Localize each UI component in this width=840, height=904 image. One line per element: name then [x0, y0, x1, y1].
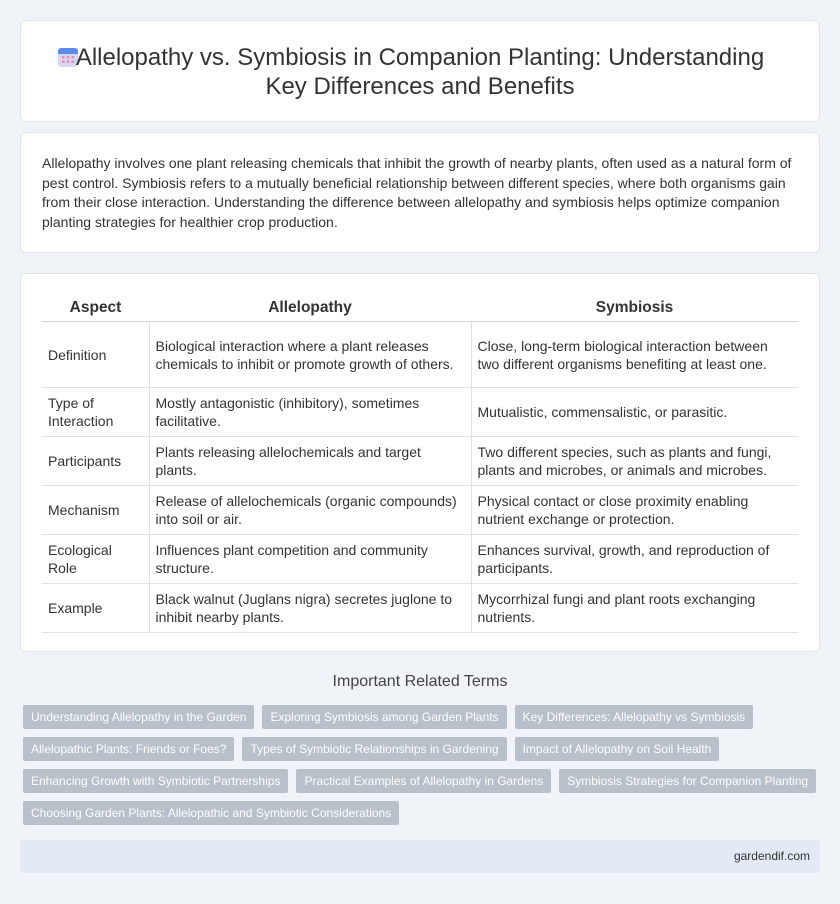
header-allelopathy: Allelopathy [149, 293, 471, 322]
intro-paragraph: Allelopathy involves one plant releasing chemicals that inhibit the growth of nearby plants, often used as a natural form of pest control. Symbiosis refers to a mutually beneficial relationship between different species, where both organisms gain from their close interaction. Understanding the difference between allelopathy and symbiosis helps optimize companion planting strategies for healthier crop production. [42, 155, 792, 230]
related-term-tag[interactable]: Exploring Symbiosis among Garden Plants [262, 705, 506, 729]
aspect-cell: Example [42, 584, 149, 633]
intro-card [20, 132, 820, 253]
related-term-tag[interactable]: Understanding Allelopathy in the Garden [23, 705, 254, 729]
symbiosis-cell: Physical contact or close proximity enabling nutrient exchange or protection. [471, 486, 798, 535]
comparison-table-card [20, 273, 820, 652]
aspect-cell: Mechanism [42, 486, 149, 535]
symbiosis-cell: Close, long-term biological interaction between two different organisms benefiting at least one. [471, 322, 798, 388]
table-row [42, 486, 798, 535]
allelopathy-cell: Influences plant competition and community structure. [149, 535, 471, 584]
symbiosis-cell: Two different species, such as plants and fungi, plants and microbes, or animals and microbes. [471, 437, 798, 486]
header-aspect: Aspect [42, 293, 149, 322]
aspect-cell: Type of Interaction [42, 388, 149, 437]
related-terms-title: Important Related Terms [332, 673, 508, 690]
related-term-tag[interactable]: Symbiosis Strategies for Companion Planting [559, 769, 816, 793]
page-title: Allelopathy vs. Symbiosis in Companion Planting: Understanding Key Differences and Benefits [75, 44, 765, 100]
aspect-cell: Definition [42, 322, 149, 388]
table-header-row [42, 293, 798, 322]
related-term-tag[interactable]: Key Differences: Allelopathy vs Symbiosis [515, 705, 754, 729]
table-row [42, 535, 798, 584]
header-symbiosis: Symbiosis [471, 293, 798, 322]
table-row [42, 322, 798, 388]
symbiosis-cell: Enhances survival, growth, and reproduction of participants. [471, 535, 798, 584]
related-term-tag[interactable]: Enhancing Growth with Symbiotic Partnerships [23, 769, 288, 793]
symbiosis-cell: Mycorrhizal fungi and plant roots exchanging nutrients. [471, 584, 798, 633]
allelopathy-cell: Plants releasing allelochemicals and target plants. [149, 437, 471, 486]
related-term-tag[interactable]: Choosing Garden Plants: Allelopathic and Symbiotic Considerations [23, 801, 399, 825]
table-row [42, 388, 798, 437]
table-row [42, 437, 798, 486]
allelopathy-cell: Mostly antagonistic (inhibitory), sometimes facilitative. [149, 388, 471, 437]
allelopathy-cell: Release of allelochemicals (organic compounds) into soil or air. [149, 486, 471, 535]
footer-site-link[interactable]: gardendif.com [733, 849, 810, 863]
related-term-tag[interactable]: Types of Symbiotic Relationships in Gardening [242, 737, 506, 761]
related-term-tag[interactable]: Impact of Allelopathy on Soil Health [515, 737, 720, 761]
table-row [42, 584, 798, 633]
comparison-table [42, 293, 798, 633]
related-terms-list [23, 705, 823, 825]
footer [20, 840, 820, 873]
allelopathy-cell: Biological interaction where a plant releases chemicals to inhibit or promote growth of others. [149, 322, 471, 388]
related-term-tag[interactable]: Practical Examples of Allelopathy in Gardens [296, 769, 551, 793]
aspect-cell: Participants [42, 437, 149, 486]
aspect-cell: Ecological Role [42, 535, 149, 584]
title-card [20, 20, 820, 122]
allelopathy-cell: Black walnut (Juglans nigra) secretes juglone to inhibit nearby plants. [149, 584, 471, 633]
related-term-tag[interactable]: Allelopathic Plants: Friends or Foes? [23, 737, 234, 761]
symbiosis-cell: Mutualistic, commensalistic, or parasitic. [471, 388, 798, 437]
